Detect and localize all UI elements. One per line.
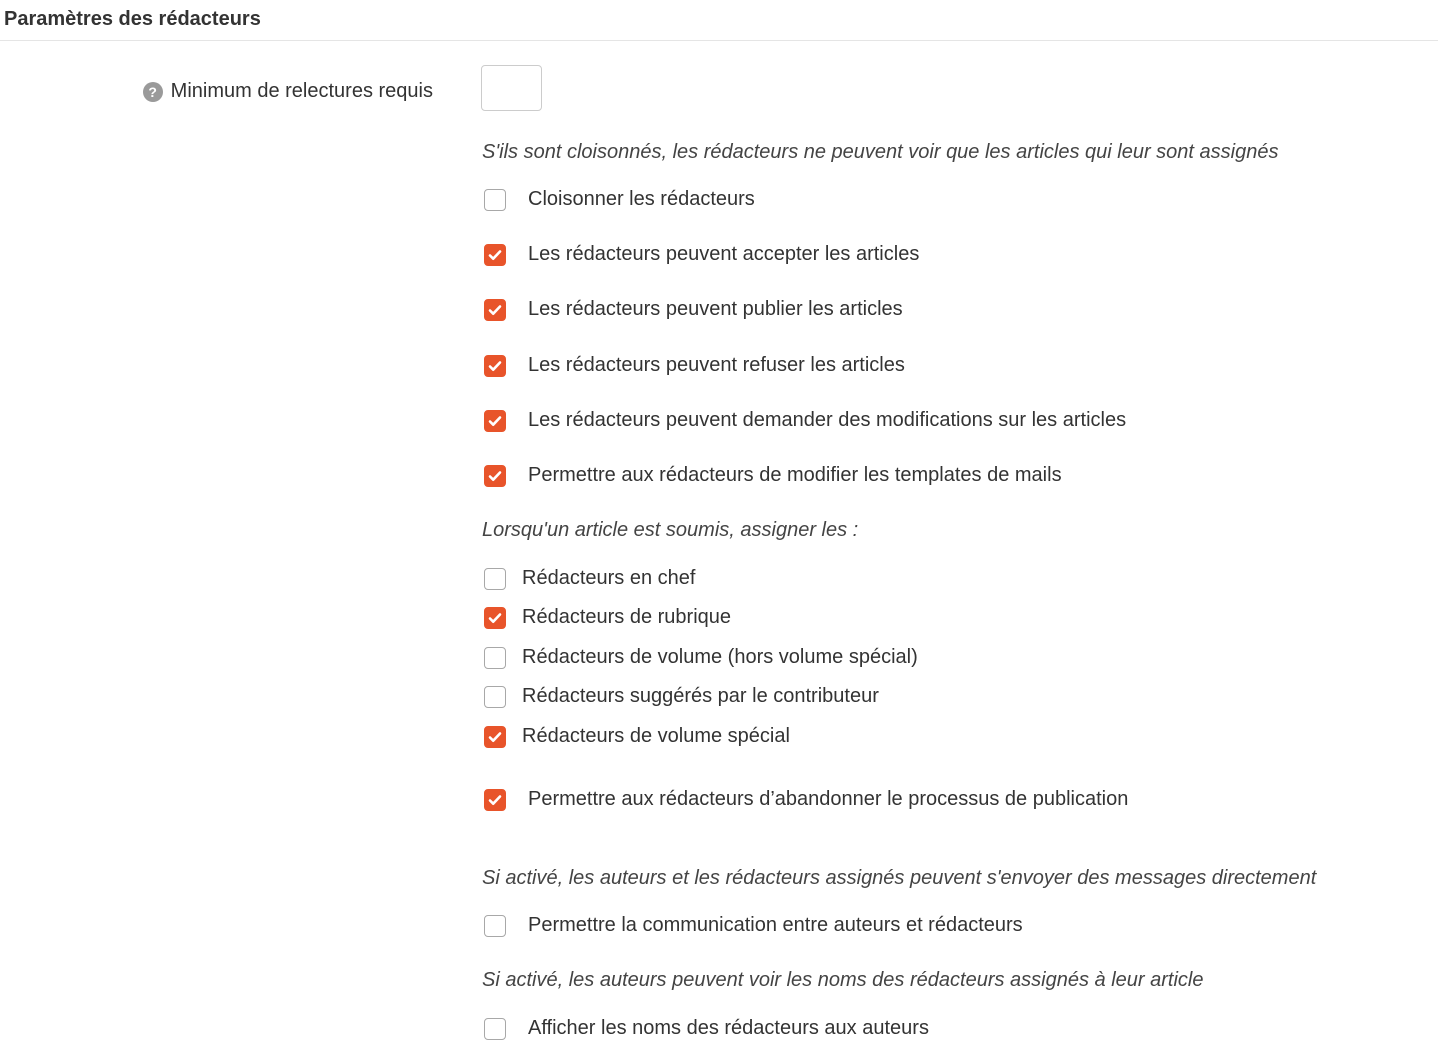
checkbox-label: Les rédacteurs peuvent accepter les articles	[528, 243, 920, 265]
section-divider	[0, 40, 1438, 41]
checkbox-label: Cloisonner les rédacteurs	[528, 188, 755, 210]
min-reviews-label	[143, 80, 433, 103]
section-title: Paramètres des rédacteurs	[4, 8, 261, 30]
checkmark-icon	[488, 415, 502, 427]
checkbox-box[interactable]	[484, 355, 506, 377]
hint-on-submit: Lorsqu'un article est soumis, assigner les :	[482, 519, 859, 541]
checkbox-box[interactable]	[484, 465, 506, 487]
checkbox-box[interactable]	[484, 789, 506, 811]
checkbox-label: Rédacteurs de volume (hors volume spécial)	[522, 646, 918, 668]
checkbox-box[interactable]	[484, 568, 506, 590]
checkmark-icon	[488, 360, 502, 372]
checkmark-icon	[488, 794, 502, 806]
checkbox-label: Permettre la communication entre auteurs et rédacteurs	[528, 914, 1023, 936]
hint-communication: Si activé, les auteurs et les rédacteurs assignés peuvent s'envoyer des messages directement	[482, 867, 1317, 889]
checkbox-show-editor-names[interactable]	[484, 1017, 929, 1040]
checkbox-box[interactable]	[484, 299, 506, 321]
checkbox-edit-mail-templates[interactable]	[484, 464, 1062, 487]
checkbox-label: Rédacteurs de volume spécial	[522, 725, 790, 747]
checkbox-publish-articles[interactable]	[484, 298, 903, 321]
checkbox-author-editor-communication[interactable]	[484, 914, 1023, 937]
checkbox-box[interactable]	[484, 607, 506, 629]
checkbox-box[interactable]	[484, 410, 506, 432]
checkbox-box[interactable]	[484, 1018, 506, 1040]
checkbox-label: Rédacteurs en chef	[522, 567, 696, 589]
checkbox-box[interactable]	[484, 726, 506, 748]
checkbox-label: Rédacteurs suggérés par le contributeur	[522, 685, 879, 707]
checkbox-box[interactable]	[484, 686, 506, 708]
checkbox-box[interactable]	[484, 915, 506, 937]
checkbox-label: Rédacteurs de rubrique	[522, 606, 732, 628]
checkbox-box[interactable]	[484, 189, 506, 211]
checkbox-label: Afficher les noms des rédacteurs aux auteurs	[528, 1017, 929, 1039]
checkbox-box[interactable]	[484, 244, 506, 266]
checkbox-label: Les rédacteurs peuvent publier les articles	[528, 298, 903, 320]
min-reviews-input[interactable]	[481, 65, 542, 111]
checkbox-abandon-publication[interactable]	[484, 788, 1128, 811]
checkbox-partition-editors[interactable]	[484, 188, 755, 211]
checkbox-request-modifications[interactable]	[484, 409, 1126, 432]
checkbox-label: Les rédacteurs peuvent demander des modifications sur les articles	[528, 409, 1127, 431]
checkbox-assign-special-volume-editors[interactable]	[484, 725, 790, 748]
min-reviews-label-text: Minimum de relectures requis	[170, 80, 433, 102]
checkmark-icon	[488, 470, 502, 482]
question-circle-icon[interactable]: ?	[143, 82, 163, 102]
checkbox-assign-section-editors[interactable]	[484, 606, 731, 629]
checkbox-label: Permettre aux rédacteurs d’abandonner le processus de publication	[528, 788, 1129, 810]
checkmark-icon	[488, 249, 502, 261]
hint-show-names: Si activé, les auteurs peuvent voir les noms des rédacteurs assignés à leur article	[482, 969, 1204, 991]
checkbox-assign-chief-editors[interactable]	[484, 567, 695, 590]
checkmark-icon	[488, 304, 502, 316]
checkbox-accept-articles[interactable]	[484, 243, 919, 266]
checkbox-label: Permettre aux rédacteurs de modifier les templates de mails	[528, 464, 1062, 486]
hint-partitioned: S'ils sont cloisonnés, les rédacteurs ne peuvent voir que les articles qui leur sont assignés	[482, 141, 1279, 163]
checkbox-assign-suggested-editors[interactable]	[484, 685, 879, 708]
checkbox-box[interactable]	[484, 647, 506, 669]
checkmark-icon	[488, 612, 502, 624]
checkbox-label: Les rédacteurs peuvent refuser les articles	[528, 354, 905, 376]
checkbox-assign-volume-editors[interactable]	[484, 646, 918, 669]
checkbox-refuse-articles[interactable]	[484, 354, 905, 377]
checkmark-icon	[488, 731, 502, 743]
